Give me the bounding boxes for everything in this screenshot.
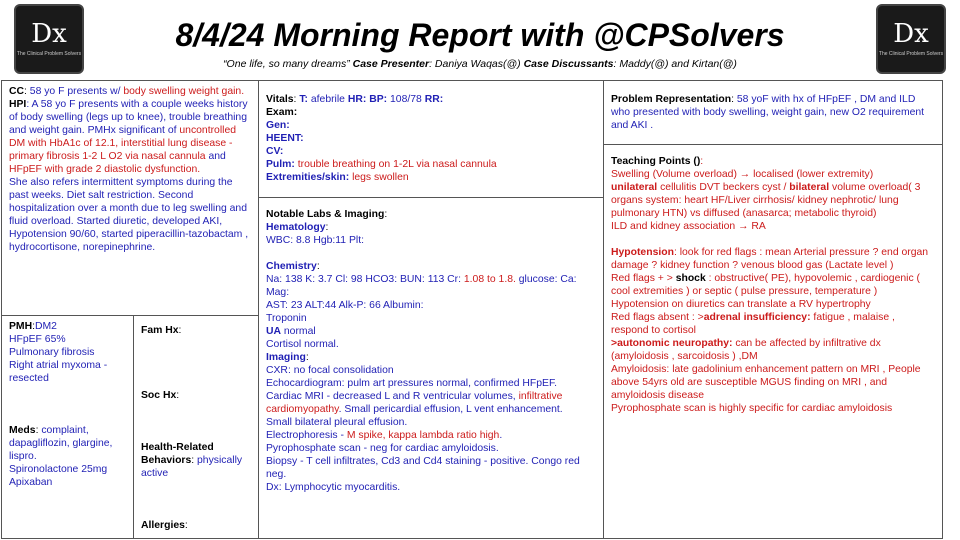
imaging-label: Imaging xyxy=(266,352,306,363)
teaching-point: Red flags absent : >adrenal insufficiency: fatigue , malaise , respond to cortisol xyxy=(611,312,895,336)
gen-label: Gen: xyxy=(266,120,290,131)
allergies: Allergies: xyxy=(141,520,188,531)
imaging-line: Imaging: xyxy=(266,352,309,363)
pmh-label: PMH xyxy=(9,321,33,332)
allergies-label: Allergies xyxy=(141,520,185,531)
ext-line: Extremities/skin: legs swollen xyxy=(266,172,409,183)
hpi-text-5: She also refers intermittent symptoms during the past weeks. Diet salt restriction. Second hospitalization over a month due to leg swelling and fluid overload. Started diuretic, developed AKI, Hypotension 90/60, started piperacillin-tazobactam , hydrocortisone, norepinephrine. xyxy=(9,177,249,253)
bp-value: 108/78 xyxy=(390,94,422,105)
ua-line: UA normal xyxy=(266,326,316,337)
cortisol: Cortisol normal. xyxy=(266,339,339,350)
soc-hx-label: Soc Hx xyxy=(141,390,177,401)
problem-text: 58 yoF with hx of HFpEF , DM and ILD who presented with body swelling, weight gain, new O2 requirement and AKI . xyxy=(611,94,925,131)
diagnosis: Dx: Lymphocytic myocarditis. xyxy=(266,482,401,493)
pulm-line: Pulm: trouble breathing on 1-2L via nasal cannula xyxy=(266,159,497,170)
health-label: Health-Related Behaviors xyxy=(141,442,214,466)
hpi-text-3: and xyxy=(205,151,226,162)
vitals-label: Vitals xyxy=(266,94,294,105)
meds-line: Meds: complaint, dapagliflozin, glargine, lispro. xyxy=(9,425,113,462)
soc-hx: Soc Hx: xyxy=(141,390,180,401)
labs-box xyxy=(258,197,604,539)
biopsy: Biopsy - T cell infiltrates, Cd3 and Cd4 staining - positive. Congo red neg. xyxy=(266,456,580,480)
social-box xyxy=(133,315,259,539)
vitals-box xyxy=(258,80,604,198)
meds-item: Spironolactone 25mg xyxy=(9,464,108,475)
health-behaviors: Health-Related Behaviors: physically active xyxy=(141,442,243,479)
labs-label: Notable Labs & Imaging xyxy=(266,209,385,220)
teaching-title: Teaching Points (): xyxy=(611,156,704,167)
cardiac-mri: Cardiac MRI - decreased L and R ventricular volumes, infiltrative cardiomyopathy. Small pericardial effusion, L vent enhancement. xyxy=(266,391,563,415)
cc-label: CC xyxy=(9,86,25,97)
problem-box: Problem Representation: 58 yoF with hx of HFpEF , DM and ILD who presented with body swelling, weight gain, new O2 requirement and AKI . xyxy=(603,80,943,145)
teaching-point: Pyrophosphate scan is highly specific for cardiac amyloidosis xyxy=(611,403,893,414)
chem-values-1: Na: 138 K: 3.7 Cl: 98 HCO3: BUN: 113 Cr: 1.08 to 1.8. glucose: Ca: Mag: xyxy=(266,274,577,298)
creatinine-value: 1.08 to 1.8. xyxy=(463,274,516,285)
chem-label: Chemistry xyxy=(266,261,317,272)
teaching-point: unilateral cellulitis DVT beckers cyst / bilateral volume overload( 3 organs system: heart HF/Liver cirrhosis/ kidney nephrotic/ lung pulmonary HTN) vs diffused (anasarca; metabolic thyroid) xyxy=(611,182,921,219)
logo-text: Dx xyxy=(31,19,67,49)
fam-hx-label: Fam Hx xyxy=(141,325,179,336)
health-value: physically active xyxy=(141,455,243,479)
problem-label: Problem Representation xyxy=(611,94,732,105)
cc-colon: : xyxy=(24,86,30,97)
teaching-box xyxy=(603,144,943,539)
teaching-point: Amyloidosis: late gadolinium enhancement pattern on MRI , People above 54yrs old are susceptible MGUS finding on MRI , and amyloidosis disease xyxy=(611,364,921,401)
teaching-point: Swelling (Volume overload) → localised (lower extremity) xyxy=(611,169,874,180)
teaching-label: Teaching Points () xyxy=(611,156,701,167)
pleural-effusion: Small bilateral pleural effusion. xyxy=(266,417,408,428)
meds-item: complaint, dapagliflozin, glargine, lispro. xyxy=(9,425,113,462)
case-discussants-label: Case Discussants xyxy=(523,58,614,70)
logo-subtext: The Clinical Problem Solvers xyxy=(878,51,944,57)
quote: “One life, so many dreams” xyxy=(223,58,350,70)
cc-text-red: body swelling weight gain. xyxy=(123,86,245,97)
pmh-item: Pulmonary fibrosis xyxy=(9,347,95,358)
exam-label: Exam: xyxy=(266,107,298,118)
cxr: CXR: no focal consolidation xyxy=(266,365,394,376)
cc-text: 58 yo F presents w/ xyxy=(29,86,124,97)
labs-title: Notable Labs & Imaging: xyxy=(266,209,388,220)
electrophoresis: Electrophoresis - M spike, kappa lambda ratio high. xyxy=(266,430,503,441)
hpi xyxy=(9,98,251,176)
chem-line: Chemistry: xyxy=(266,261,320,272)
hpi-text-4: HFpEF with grade 2 diastolic dysfunction. xyxy=(9,164,201,175)
case-presenter-label: Case Presenter xyxy=(352,58,430,70)
pmh-item: DM2 xyxy=(34,321,57,332)
hema-value: WBC: 8.8 Hgb:11 Plt: xyxy=(266,235,364,246)
vitals-line: Vitals: T: afebrile HR: BP: 108/78 RR: xyxy=(266,94,444,105)
pyrophosphate-scan: Pyrophosphate scan - neg for cardiac amyloidosis. xyxy=(266,443,499,454)
hema-line: Hematology: xyxy=(266,222,329,233)
pmh-item: HFpEF 65% xyxy=(9,334,66,345)
meds-item: Apixaban xyxy=(9,477,53,488)
temp-value: afebrile xyxy=(310,94,345,105)
pmh-item: Right atrial myxoma - resected xyxy=(9,360,108,384)
ext-value: legs swollen xyxy=(352,172,409,183)
hpi-text-2: uncontrolled DM with HbA1c of 12.1, interstitial lung disease - primary fibrosis 1-2 L O2 via nasal cannula xyxy=(9,125,237,162)
hema-label: Hematology xyxy=(266,222,326,233)
meds-label: Meds xyxy=(9,425,36,436)
teaching-point: Hypotension on diuretics can translate a RV hypertrophy xyxy=(611,299,871,310)
teaching-point: ILD and kidney association → RA xyxy=(611,221,766,232)
case-discussants: : Maddy(@) and Kirtan(@) xyxy=(613,58,737,70)
heent-label: HEENT: xyxy=(266,133,304,144)
pmh-box xyxy=(1,315,134,539)
chem-values-2: AST: 23 ALT:44 Alk-P: 66 Albumin: xyxy=(266,300,424,311)
teaching-point: Red flags + > shock : obstructive( PE), hypovolemic , cardiogenic ( cool extremities ) or septic ( pulse pressure, temperature ) xyxy=(611,273,920,297)
logo-subtext: The Clinical Problem Solvers xyxy=(16,51,82,57)
hpi-text-1: : A 58 yo F presents with a couple weeks history of body swelling (legs up to knee), trouble breathing and weight gain. PMHx significant of xyxy=(9,99,248,136)
teaching-point: Hypotension: look for red flags : mean Arterial pressure ? end organ damage ? kidney function ? venous blood gas (Lactate level ) xyxy=(611,247,929,271)
page-subtitle xyxy=(0,58,960,71)
hpi-label: HPI xyxy=(9,99,27,110)
pulm-value: trouble breathing on 1-2L via nasal cannula xyxy=(297,159,497,170)
fam-hx: Fam Hx: xyxy=(141,325,182,336)
cv-label: CV: xyxy=(266,146,284,157)
page-title: 8/4/24 Morning Report with @CPSolvers xyxy=(175,17,785,53)
case-presenter: : Daniya Waqas(@) xyxy=(429,58,521,70)
troponin: Troponin xyxy=(266,313,307,324)
pmh-line: PMH:DM2 xyxy=(9,321,57,332)
cc-hpi-box xyxy=(1,80,259,316)
logo-text: Dx xyxy=(893,19,929,49)
teaching-point: >autonomic neuropathy: can be affected by infiltrative dx (amyloidosis , sarcoidosis ) ,DM xyxy=(611,338,881,362)
echo: Echocardiogram: pulm art pressures normal, confirmed HFpEF. xyxy=(266,378,558,389)
